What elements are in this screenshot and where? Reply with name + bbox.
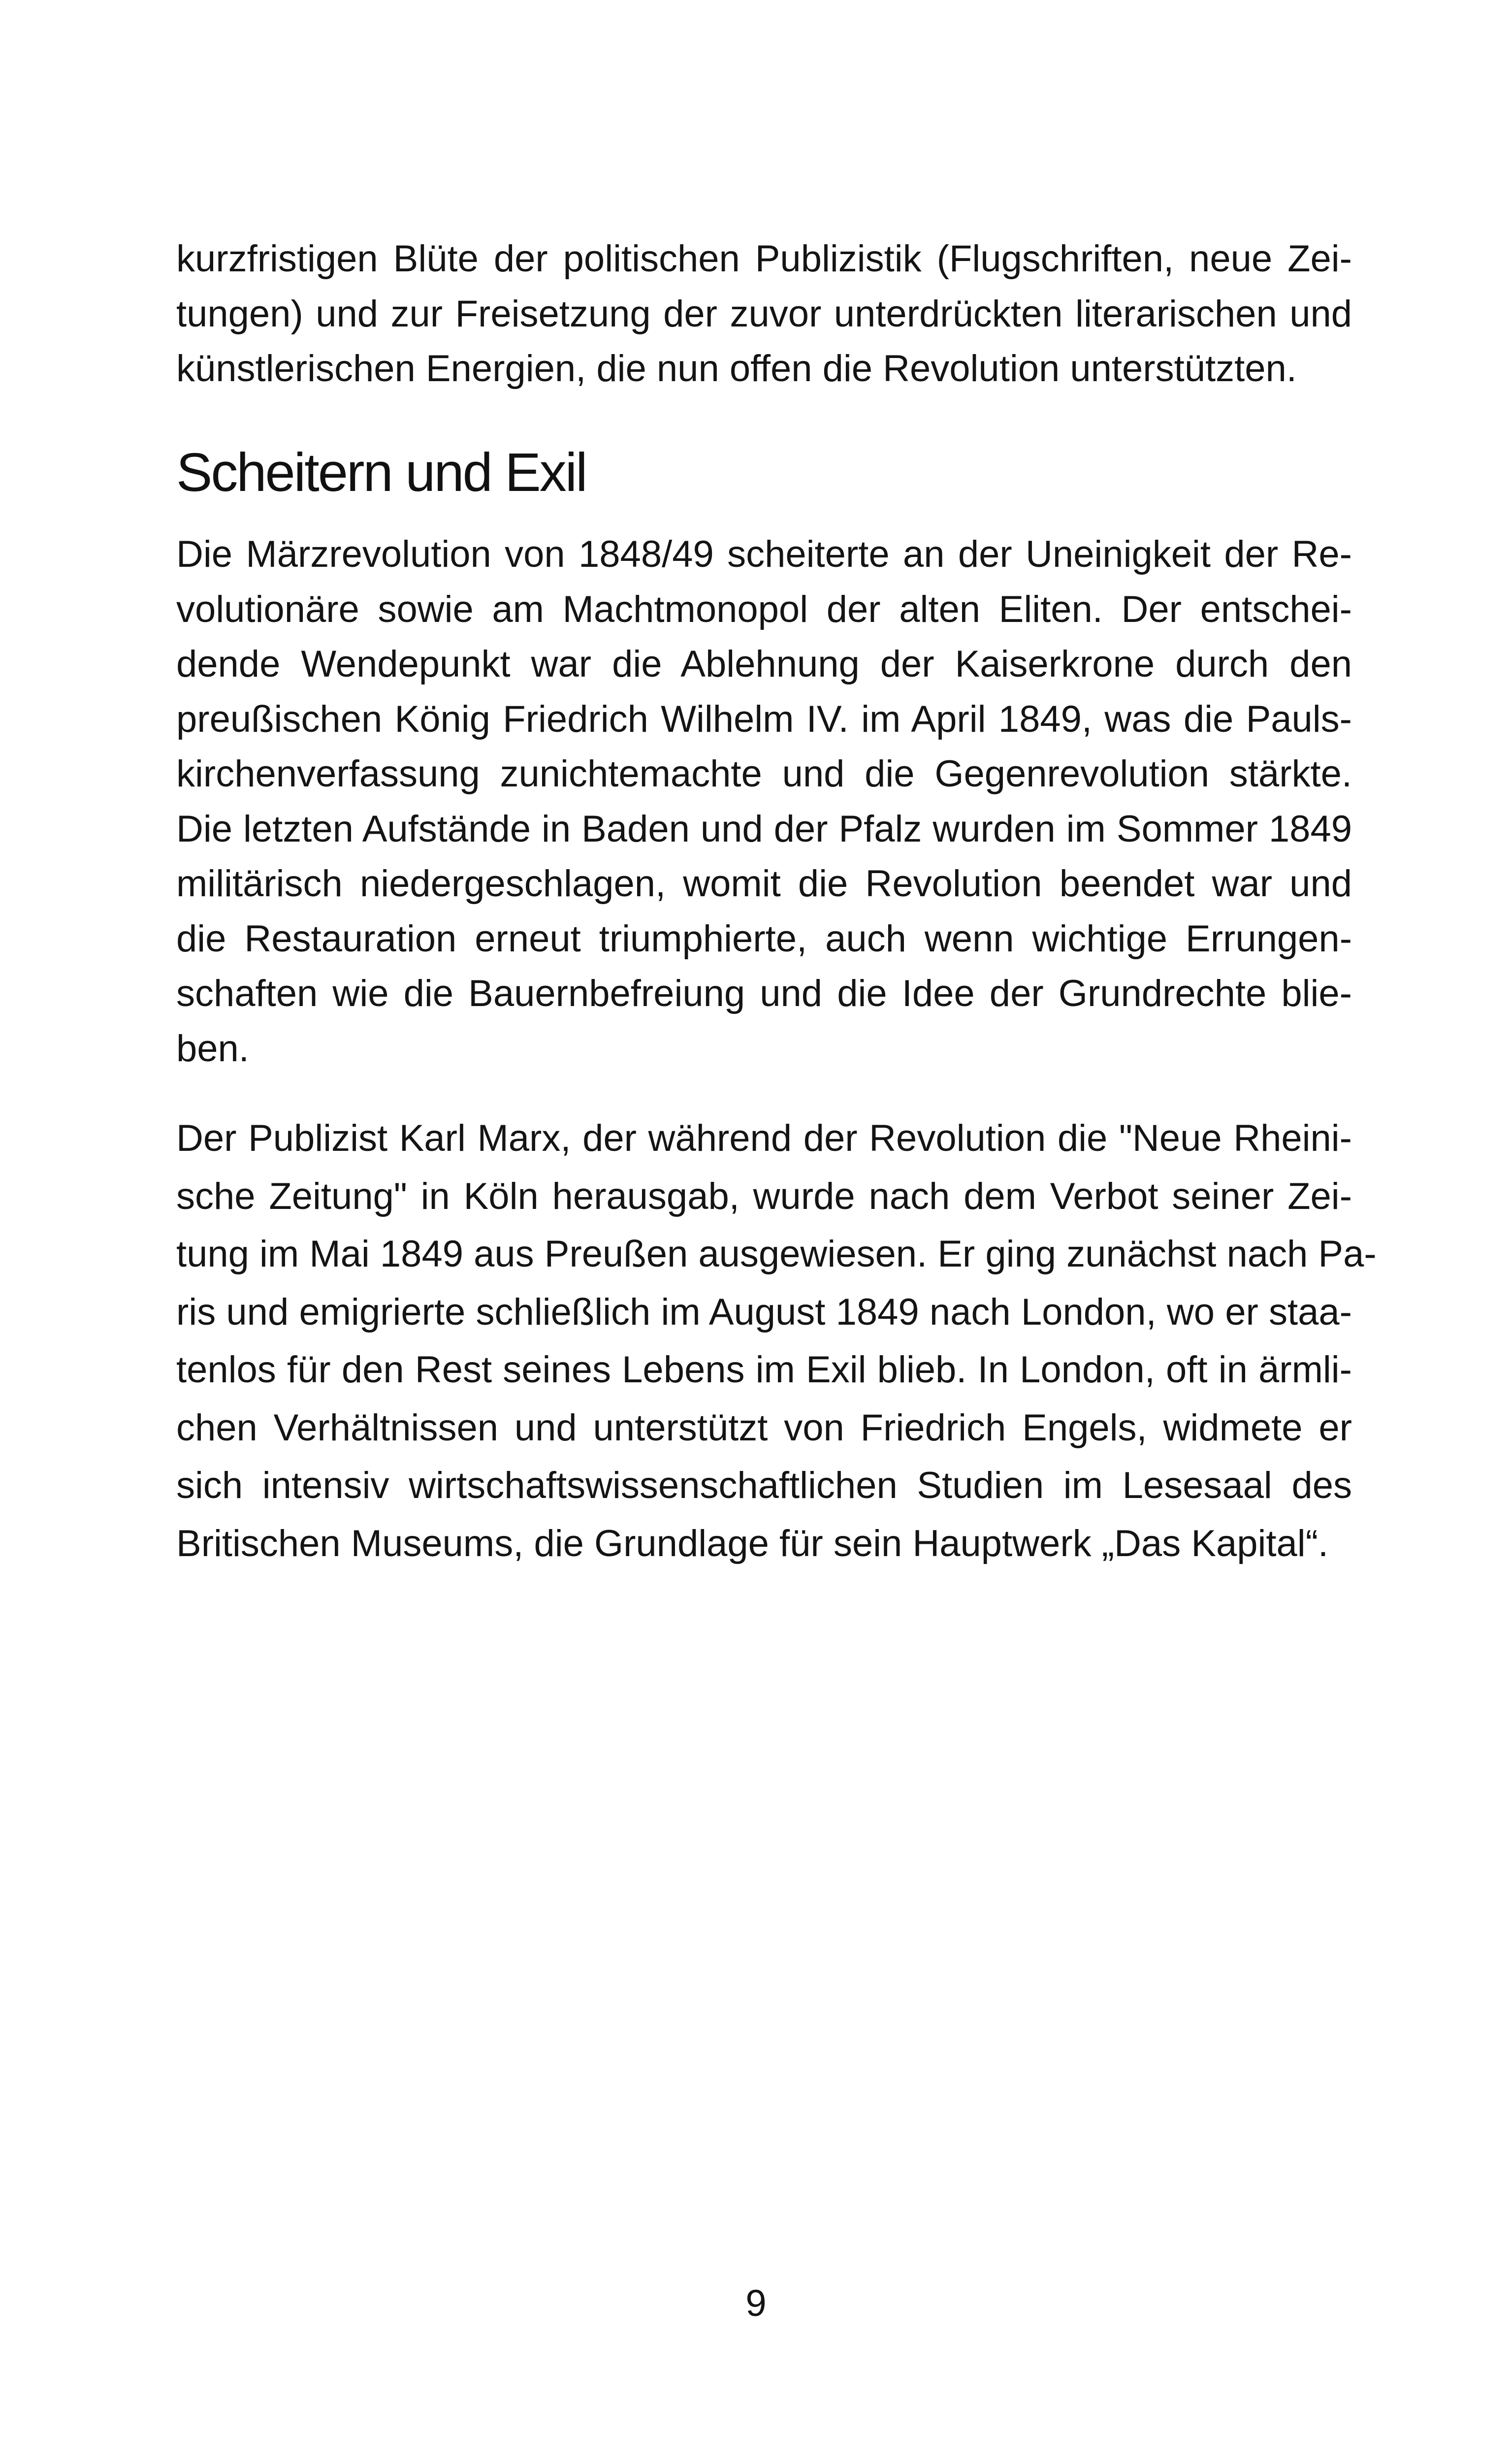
text-line: dende Wendepunkt war die Ablehnung der Kaiserkrone durch den (176, 643, 1352, 685)
text-line: ris und emigrierte schließlich im August 1849 nach London, wo er staa- (176, 1291, 1352, 1333)
text-line: tenlos für den Rest seines Lebens im Exil blieb. In London, oft in ärmli- (176, 1349, 1352, 1391)
text-line: kirchenverfassung zunichtemachte und die Gegenrevolution stärkte. (176, 753, 1352, 795)
text-line: volutionäre sowie am Machtmonopol der alten Eliten. Der entschei- (176, 588, 1352, 630)
text-line: kurzfristigen Blüte der politischen Publizistik (Flugschriften, neue Zei- (176, 238, 1352, 280)
text-line: Die Märzrevolution von 1848/49 scheiterte an der Uneinigkeit der Re- (176, 533, 1352, 575)
text-line: preußischen König Friedrich Wilhelm IV. im April 1849, was die Pauls- (176, 698, 1352, 740)
text-line: sche Zeitung" in Köln herausgab, wurde nach dem Verbot seiner Zei- (176, 1175, 1352, 1217)
text-line: schaften wie die Bauernbefreiung und die Idee der Grundrechte blie- (176, 973, 1352, 1014)
text-line: die Restauration erneut triumphierte, auch wenn wichtige Errungen- (176, 917, 1352, 960)
text-line: ben. (176, 1027, 249, 1070)
text-line: sich intensiv wirtschaftswissenschaftlichen Studien im Lesesaal des (176, 1465, 1352, 1506)
text-line: chen Verhältnissen und unterstützt von Friedrich Engels, widmete er (176, 1406, 1352, 1449)
text-line: tungen) und zur Freisetzung der zuvor unterdrückten literarischen und (176, 293, 1352, 335)
intro-paragraph (176, 231, 1352, 396)
paragraph-exile (176, 1109, 1377, 1572)
text-line: Der Publizist Karl Marx, der während der Revolution die "Neue Rheini- (176, 1117, 1352, 1159)
text-line: militärisch niedergeschlagen, womit die Revolution beendet war und (176, 863, 1352, 905)
paragraph-failure (176, 527, 1352, 1076)
text-line: künstlerischen Energien, die nun offen die Revolution unterstützten. (176, 348, 1297, 390)
text-line: tung im Mai 1849 aus Preußen ausgewiesen. Er ging zunächst nach Pa- (176, 1233, 1377, 1275)
page-number: 9 (745, 2282, 767, 2324)
text-line: Britischen Museums, die Grundlage für sein Hauptwerk „Das Kapital“. (176, 1522, 1329, 1564)
section-heading: Scheitern und Exil (176, 442, 586, 503)
text-line: Die letzten Aufstände in Baden und der Pfalz wurden im Sommer 1849 (176, 808, 1352, 850)
